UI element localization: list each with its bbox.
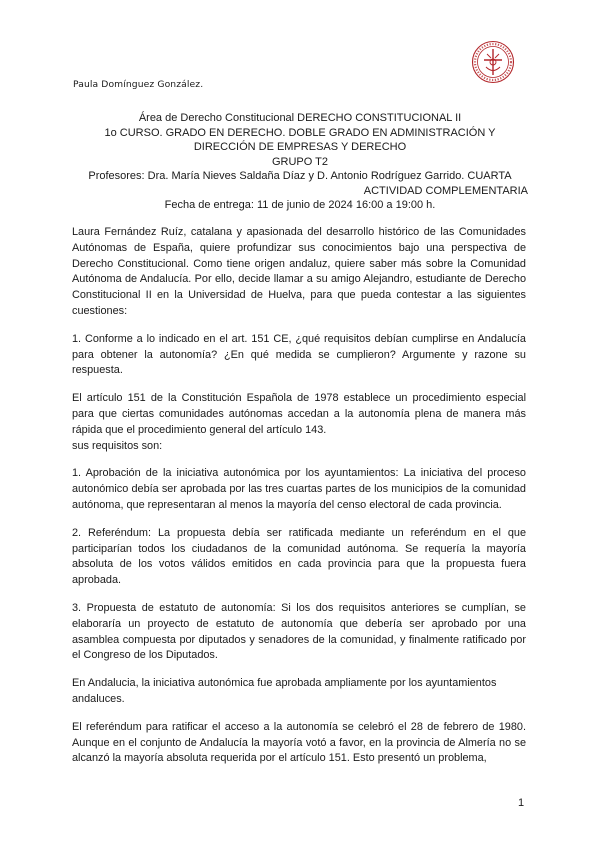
requirement-2-paragraph: 2. Referéndum: La propuesta debía ser ratificada mediante un referéndum en el que participarían todos los ciudadanos de la comunidad autónoma. Se requería la mayoría absoluta de los votos válidos emitidos en cada provincia para que la propuesta fuera aprobada. (72, 526, 526, 587)
page-number: 1 (518, 797, 525, 809)
requirement-3-paragraph: 3. Propuesta de estatuto de autonomía: Si los dos requisitos anteriores se cumplían, se elaboraría un proyecto de estatuto de autonomía que debería ser aprobado por una asamblea compuesta por diputados y senadores de la comunidad, y finalmente ratificado por el Congreso de los Diputados. (72, 601, 526, 662)
header-date-line: Fecha de entrega: 11 de junio de 2024 16:00 a 19:00 h. (164, 199, 436, 211)
document-body (72, 225, 526, 779)
intro-paragraph: Laura Fernández Ruíz, catalana y apasionada del desarrollo histórico de las Comunidades Autónomas de España, quiere profundizar sus conocimientos bajo una perspectiva de Derecho Constitucional. Como tiene origen andaluz, quiere saber más sobre la Comunidad Autónoma de Andalucía. Por ello, decide llamar a su amigo Alejandro, estudiante de Derecho Constitucional II en la Universidad de Huelva, para que pueda contestar a las siguientes cuestiones: (72, 226, 526, 317)
header-activity-line: ACTIVIDAD COMPLEMENTARIA (363, 184, 528, 197)
header-degree-line: DIRECCIÓN DE EMPRESAS Y DERECHO (193, 141, 407, 153)
author-name: Paula Domínguez González. (73, 79, 204, 90)
university-seal-icon (471, 40, 515, 84)
header-area-line: Área de Derecho Constitucional DERECHO CONSTITUCIONAL II (138, 112, 462, 124)
answer-intro-text: El artículo 151 de la Constitución Española de 1978 establece un procedimiento especial para que ciertas comunidades autónomas accedan a la autonomía plena de manera más rápida que el procedimiento general del artículo 143. (72, 392, 526, 436)
answer-intro-paragraph (72, 391, 526, 454)
referendum-paragraph: El referéndum para ratificar el acceso a la autonomía se celebró el 28 de febrero de 1980. Aunque en el conjunto de Andalucía la mayoría votó a favor, en la provincia de Almería no se alcanzó la mayoría absoluta requerida por el artículo 151. Esto presentó un problema, (72, 720, 526, 765)
header-group-line: GRUPO T2 (271, 155, 329, 168)
header-course-line: 1o CURSO. GRADO EN DERECHO. DOBLE GRADO EN ADMINISTRACIÓN Y (104, 126, 496, 139)
question-paragraph: 1. Conforme a lo indicado en el art. 151 CE, ¿qué requisitos debían cumplirse en Andalucía para obtener la autonomía? ¿En qué medida se cumplieron? Argumente y razone su respuesta. (72, 332, 526, 377)
header-professors-line: Profesores: Dra. María Nieves Saldaña Díaz y D. Antonio Rodríguez Garrido. CUARTA (88, 170, 512, 182)
andalucia-paragraph: En Andalucia, la iniciativa autonómica fue aprobada ampliamente por los ayuntamientos andaluces. (72, 677, 497, 705)
requirement-1-paragraph: 1. Aprobación de la iniciativa autonómica por los ayuntamientos: La iniciativa del proceso autonómico debía ser aprobada por las tres cuartas partes de los municipios de la comunidad autónoma, que representaran al menos la mayoría del censo electoral de cada provincia. (72, 467, 526, 511)
document-header (72, 111, 528, 213)
answer-intro-tail: sus requisitos son: (72, 439, 163, 452)
